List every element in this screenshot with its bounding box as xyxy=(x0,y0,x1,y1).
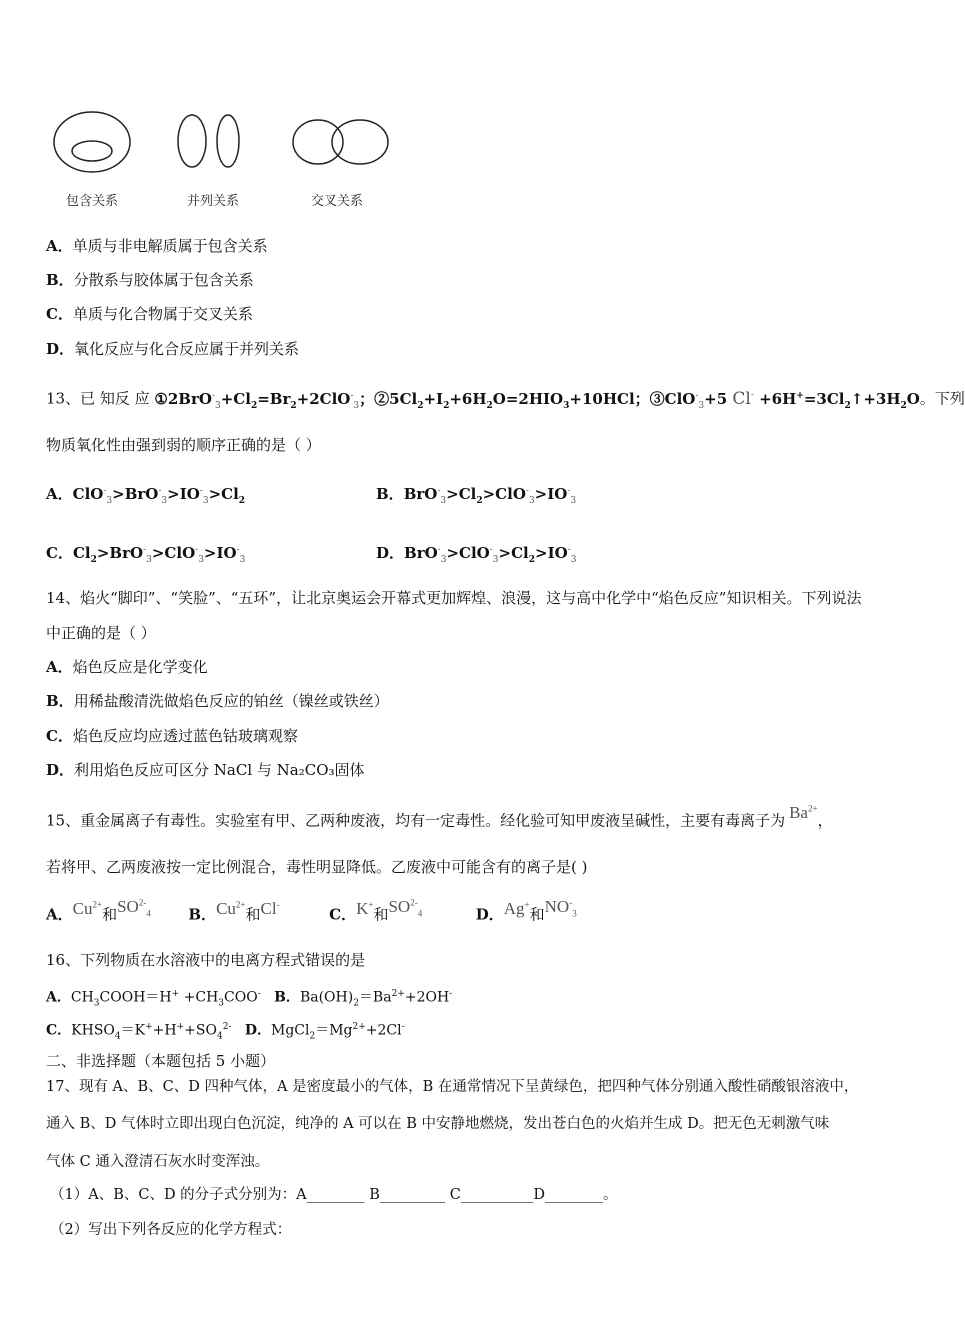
parallel-left-ellipse xyxy=(178,115,206,167)
q15-stem: 15、重金属离子有毒性。实验室有甲、乙两种废液，均有一定毒性。经化验可知甲废液呈碱性，主要有毒离子为 $Ba^{2+}$， xyxy=(46,802,833,830)
q17-sub2: （2）写出下列各反应的化学方程式： xyxy=(50,1222,292,1238)
q16-options-ab: A．$CH_3COOH=H^+ +CH_3COO^-$ B．$Ba(OH)_2=Ba^{2+}+2OH^-$ xyxy=(46,989,453,1009)
parallel-right-ellipse xyxy=(217,115,239,167)
section-2-title: 二、非选择题（本题包括 5 小题） xyxy=(46,1052,276,1070)
q14-option-d: D．利用焰色反应可区分 NaCl 与 Na₂CO₃固体 xyxy=(46,761,365,779)
q14-stem-line2: 中正确的是（ ） xyxy=(46,624,156,642)
q12-option-b: B．分散系与胶体属于包含关系 xyxy=(46,271,254,289)
q14-option-b: B．用稀盐酸清洗做焰色反应的铂丝（镍丝或铁丝） xyxy=(46,692,389,710)
q17-line3: 气体 C 通入澄清石灰水时变浑浊。 xyxy=(46,1154,270,1170)
q17-sub1: （1）A、B、C、D 的分子式分别为：A________ B_________ C__________D________。 xyxy=(50,1187,618,1203)
caption-inclusion: 包含关系 xyxy=(66,194,119,209)
q13-stem: 13、已 知反 应 $①2BrO^-_3+Cl_2=Br_2+2ClO^-_3$；$②5Cl_2+I_2+6H_2O=2HIO_3+10HCl$；③ClO-$_3$+5 $Cl^- +6H^+=3Cl_2↑+3H_2O$。下列 xyxy=(46,388,965,411)
caption-intersect: 交叉关系 xyxy=(311,194,364,209)
q12-option-c: C．单质与化合物属于交叉关系 xyxy=(46,305,253,323)
q14-option-c: C．焰色反应均应透过蓝色钴玻璃观察 xyxy=(46,727,298,745)
q13-option-d: D．$BrO^-_3>ClO^-_3>Cl_2>IO^-_3$ xyxy=(376,544,577,565)
q13-option-a: A．$ClO^-_3>BrO^-_3>IO^-_3>Cl_2$ xyxy=(46,485,246,506)
q13-option-b: B．$BrO^-_3>Cl_2>ClO^-_3>IO^-_3$ xyxy=(376,485,577,506)
q17-line2: 通入 B、D 气体时立即出现白色沉淀，纯净的 A 可以在 B 中安静地燃烧，发出苍白色的火焰并生成 D。把无色无刺激气味 xyxy=(46,1116,830,1132)
intersect-right-ellipse xyxy=(332,120,388,164)
q15-options: A．$Cu^{2+}$和$SO^{2-}_4$ B．$Cu^{2+}$和Cl- C．K+和$SO^{2-}_4$ D．Ag+和$NO^-_3$ xyxy=(46,896,577,924)
q12-option-a: A．单质与非电解质属于包含关系 xyxy=(46,237,268,255)
q17-line1: 17、现有 A、B、C、D 四种气体，A 是密度最小的气体，B 在通常情况下呈黄绿色，把四种气体分别通入酸性硝酸银溶液中， xyxy=(46,1079,859,1095)
q15-stem-line2: 若将甲、乙两废液按一定比例混合，毒性明显降低。乙废液中可能含有的离子是( ) xyxy=(46,858,588,876)
q12-option-d: D．氧化反应与化合反应属于并列关系 xyxy=(46,340,300,358)
intersect-left-ellipse xyxy=(293,120,343,164)
q14-stem: 14、焰火“脚印”、“笑脸”、“五环”，让北京奥运会开幕式更加辉煌、浪漫，这与高中化学中“焰色反应”知识相关。下列说法 xyxy=(46,589,862,607)
q14-option-a: A．焰色反应是化学变化 xyxy=(46,658,208,676)
inclusion-outer-ellipse xyxy=(54,112,130,172)
inclusion-inner-ellipse xyxy=(72,141,112,161)
relation-diagram xyxy=(0,0,950,220)
caption-parallel: 并列关系 xyxy=(187,194,240,209)
q13-option-c: C．$Cl_2>BrO^-_3>ClO^-_3>IO^-_3$ xyxy=(46,544,246,565)
q13-stem-line2: 物质氧化性由强到弱的顺序正确的是（ ） xyxy=(46,436,321,454)
q16-stem: 16、下列物质在水溶液中的电离方程式错误的是 xyxy=(46,951,366,969)
q16-options-cd: C．$KHSO_4=K^++H^++SO_4^{2-}$ D．$MgCl_2=Mg^{2+}+2Cl^-$ xyxy=(46,1022,405,1042)
